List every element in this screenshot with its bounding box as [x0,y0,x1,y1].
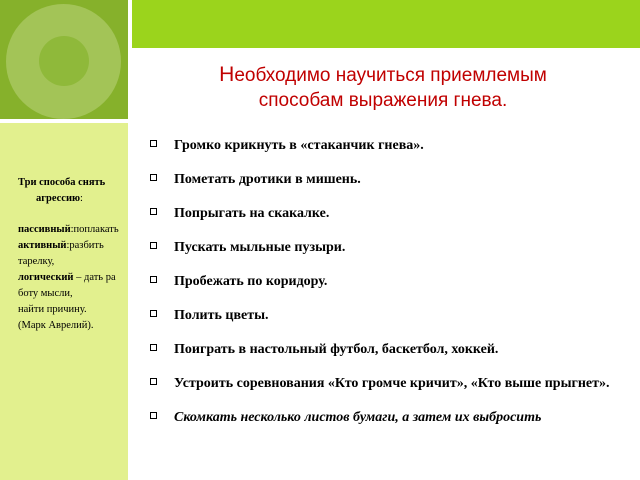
title-line-1-rest: еобходимо научиться приемлемым [234,65,547,86]
bullet-text: Попрыгать на скакалке. [174,206,330,221]
bullet-text: Пускать мыльные пузыри. [174,240,346,255]
bullet-square-icon [150,412,157,419]
bullet-text: Пометать дротики в мишень. [174,172,361,187]
bullet-square-icon [150,310,157,317]
bullet-text: Устроить соревнования «Кто громче кричит», «Кто выше прыгнет». [174,376,610,391]
bullet-square-icon [150,276,157,283]
bullet-square-icon [150,208,157,215]
bullet-item [150,136,620,155]
passive-line [18,222,126,238]
logical-line-2: боту мысли, [18,288,73,299]
bullet-square-icon [150,174,157,181]
bullet-square-icon [150,242,157,249]
slide-title [134,62,632,113]
decor-disk-icon [39,36,89,86]
logical-label: логический [18,272,74,283]
side-note [18,175,126,334]
logical-text: – дать ра [73,272,116,283]
bullet-square-icon [150,344,157,351]
passive-text: :поплакать [70,224,119,235]
active-text: :разбить [66,240,104,251]
horizontal-divider [0,119,640,123]
title-line-1 [134,62,632,88]
active-line-2: тарелку, [18,256,55,267]
logical-line-3: найти причину. [18,304,87,315]
bullet-item [150,340,620,359]
side-note-heading-word: агрессию [36,193,81,204]
vertical-divider [128,0,132,480]
bullet-text: Полить цветы. [174,308,269,323]
side-note-heading-2 [18,191,126,207]
bullet-text: Скомкать несколько листов бумаги, а затем их выбросить [174,410,542,425]
bullet-item [150,238,620,257]
bullet-item [150,374,620,393]
decor-square [0,0,128,119]
title-line-2: способам выражения гнева. [258,90,508,111]
bullet-text: Пробежать по коридору. [174,274,328,289]
side-note-heading-1: Три способа снять [18,177,106,188]
title-first-letter: Н [219,63,235,86]
author-line: (Марк Аврелий). [18,320,94,331]
bullet-item [150,204,620,223]
active-line [18,238,126,254]
bullet-item [150,306,620,325]
bullet-item [150,408,620,427]
bullet-square-icon [150,378,157,385]
bullet-list [150,136,620,442]
passive-label: пассивный [18,224,71,235]
bullet-square-icon [150,140,157,147]
logical-line [18,270,126,286]
bullet-text: Громко крикнуть в «стаканчик гнева». [174,138,424,153]
bullet-text: Поиграть в настольный футбол, баскетбол, хоккей. [174,342,499,357]
bullet-item [150,170,620,189]
side-note-colon: : [80,193,83,204]
top-accent-bar [128,0,640,48]
active-label: активный [18,240,67,251]
bullet-item [150,272,620,291]
